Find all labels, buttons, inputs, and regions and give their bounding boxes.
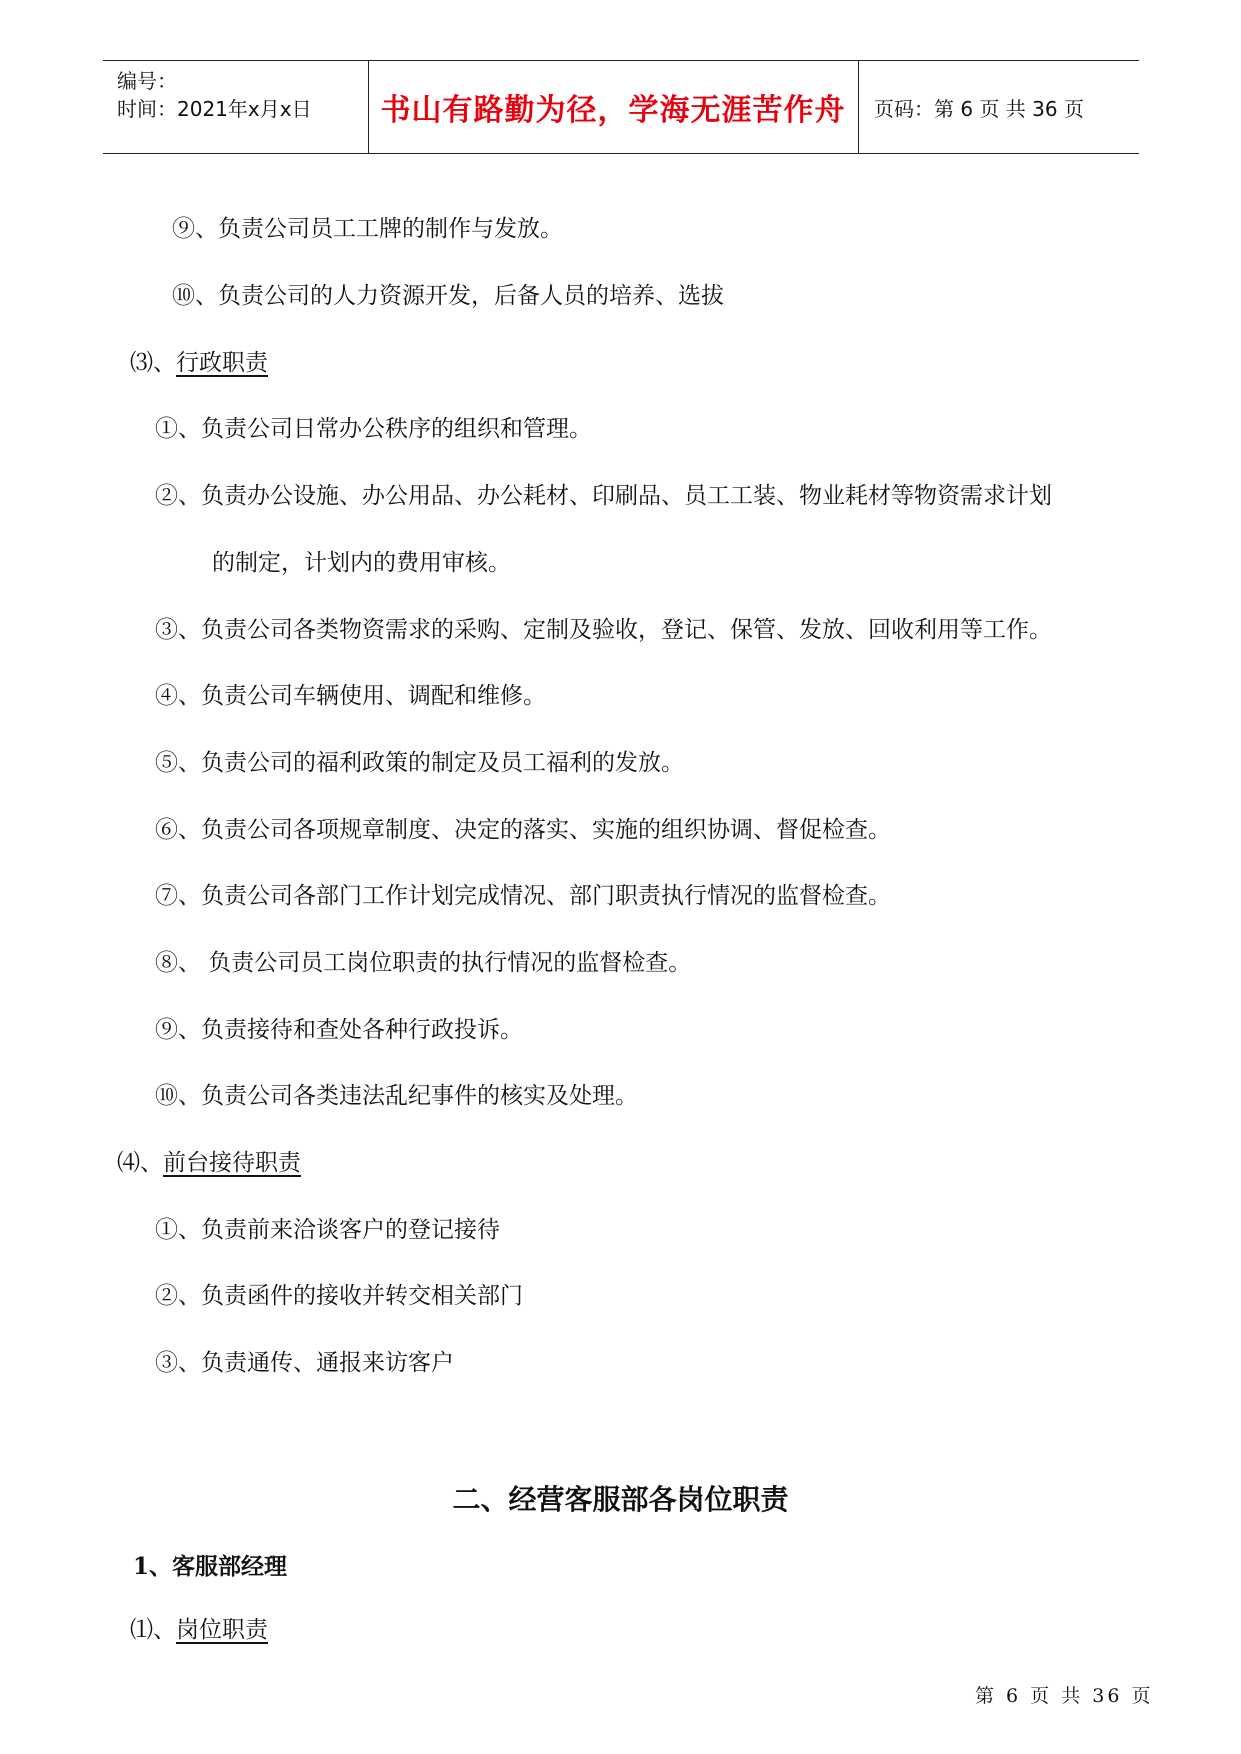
header-page-info: 页码：第 6 页 共 36 页 [874,96,1084,121]
list-item: ③、负责通传、通报来访客户 [155,1350,454,1376]
list-item: ②、负责办公设施、办公用品、办公耗材、印刷品、员工工装、物业耗材等物资需求计划 [155,483,1052,509]
list-item: ①、负责前来洽谈客户的登记接待 [155,1217,500,1243]
list-item: ③、负责公司各类物资需求的采购、定制及验收，登记、保管、发放、回收利用等工作。 [155,617,1052,643]
list-item: ⑩、负责公司的人力资源开发，后备人员的培养、选拔 [172,283,724,309]
heading-prefix: ⑶、 [130,350,176,376]
section-heading-reception [117,1144,301,1177]
header-meta [103,61,369,153]
section-title: 二、经营客服部各岗位职责 [452,1483,789,1516]
subsection-title: 1、客服部经理 [133,1553,288,1580]
time-label: 时间：2021年x月x日 [117,97,312,121]
heading-label: 前台接待职责 [163,1150,301,1176]
list-item: ⑨、负责公司员工工牌的制作与发放。 [172,216,563,242]
list-item: ⑦、负责公司各部门工作计划完成情况、部门职责执行情况的监督检查。 [155,883,891,909]
page-header [103,60,1139,154]
list-item: ④、负责公司车辆使用、调配和维修。 [155,683,546,709]
list-item: ⑩、负责公司各类违法乱纪事件的核实及处理。 [155,1083,638,1109]
list-item: ⑥、负责公司各项规章制度、决定的落实、实施的组织协调、督促检查。 [155,817,891,843]
list-item: ⑨、负责接待和查处各种行政投诉。 [155,1017,523,1043]
heading-prefix: ⑴、 [130,1617,176,1643]
item-heading [130,1611,268,1644]
number-label: 编号： [117,69,177,93]
list-item-continuation: 的制定，计划内的费用审核。 [212,550,511,576]
list-item: ⑤、负责公司的福利政策的制定及员工福利的发放。 [155,750,684,776]
heading-prefix: ⑷、 [117,1150,163,1176]
page-footer: 第 6 页 共 36 页 [975,1685,1154,1707]
header-motto: 书山有路勤为径，学海无涯苦作舟 [368,61,859,153]
section-heading-admin [130,344,268,377]
heading-label: 行政职责 [176,350,268,376]
list-item: ①、负责公司日常办公秩序的组织和管理。 [155,416,592,442]
list-item: ⑧、 负责公司员工岗位职责的执行情况的监督检查。 [155,950,692,976]
list-item: ②、负责函件的接收并转交相关部门 [155,1283,523,1309]
heading-label: 岗位职责 [176,1617,268,1643]
